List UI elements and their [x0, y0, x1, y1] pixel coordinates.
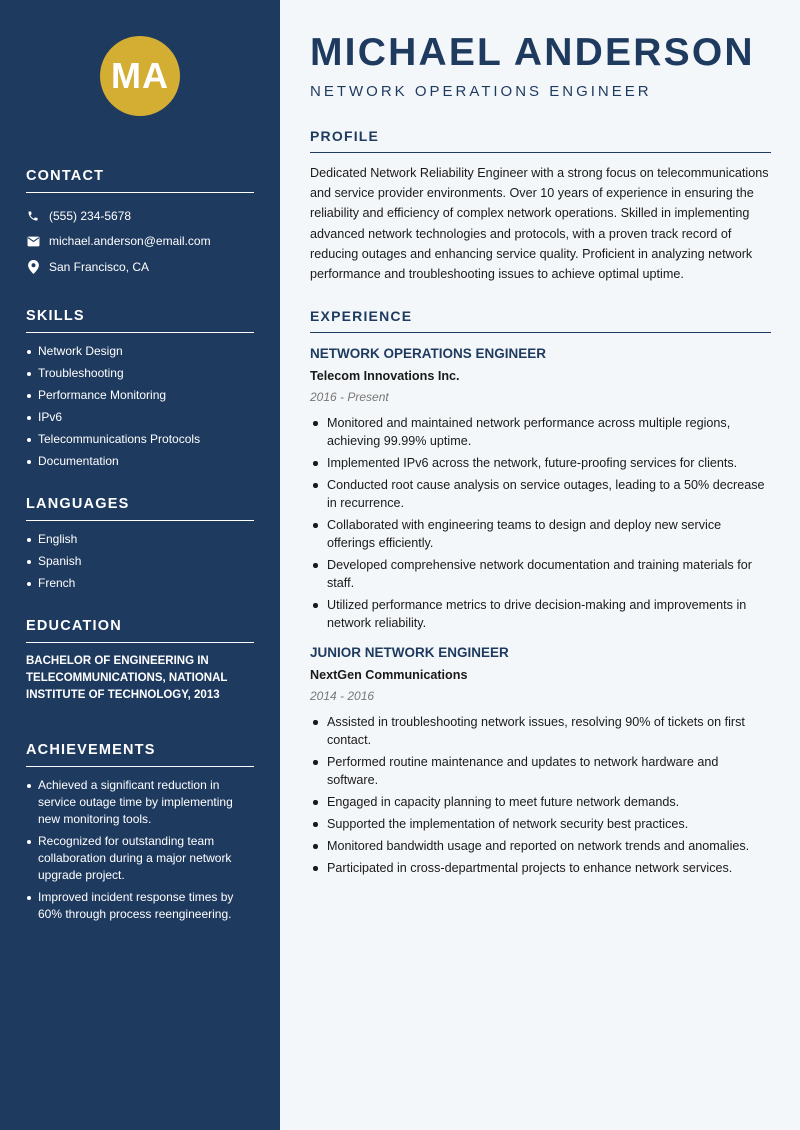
job-dates: 2016 - Present: [310, 390, 389, 405]
avatar: [100, 36, 180, 116]
education-text: BACHELOR OF ENGINEERING IN TELECOMMUNICATIONS, NATIONAL INSTITUTE OF TECHNOLOGY, 2013: [26, 654, 228, 701]
list-item: Achieved a significant reduction in service outage time by implementing new monitoring tools.: [26, 777, 254, 828]
company-name: Telecom Innovations Inc.: [310, 369, 460, 384]
achievements-heading: ACHIEVEMENTS: [26, 742, 254, 767]
list-item: Performed routine maintenance and updates to network hardware and software.: [310, 753, 771, 789]
list-item: Documentation: [26, 453, 254, 470]
languages-heading: LANGUAGES: [26, 496, 254, 521]
job-entry: [310, 644, 771, 877]
education-heading: EDUCATION: [26, 618, 254, 643]
duties-list: [310, 414, 771, 632]
education-section: [26, 618, 254, 704]
contact-location: [26, 254, 254, 280]
location-text: San Francisco, CA: [49, 259, 150, 274]
email-text: michael.anderson@email.com: [49, 234, 211, 249]
list-item: Improved incident response times by 60% through process reengineering.: [26, 889, 254, 923]
profile-heading: PROFILE: [310, 128, 771, 153]
candidate-name: MICHAEL ANDERSON: [310, 31, 755, 74]
list-item: Utilized performance metrics to drive decision-making and improvements in network reliability.: [310, 596, 771, 632]
job-dates: 2014 - 2016: [310, 689, 375, 704]
profile-section: [310, 128, 771, 284]
experience-heading: EXPERIENCE: [310, 308, 771, 333]
skills-heading: SKILLS: [26, 308, 254, 333]
duties-list: [310, 713, 771, 877]
list-item: Developed comprehensive network documentation and training materials for staff.: [310, 556, 771, 592]
list-item: Participated in cross-departmental projects to enhance network services.: [310, 859, 771, 877]
contact-phone: [26, 203, 254, 229]
sidebar: [0, 0, 280, 1130]
list-item: Conducted root cause analysis on service outages, leading to a 50% decrease in recurrence.: [310, 476, 771, 512]
list-item: Monitored and maintained network performance across multiple regions, achieving 99.99% uptime.: [310, 414, 771, 450]
list-item: Telecommunications Protocols: [26, 431, 254, 448]
envelope-icon: [26, 234, 40, 248]
languages-section: [26, 496, 254, 592]
skills-section: [26, 308, 254, 470]
list-item: Assisted in troubleshooting network issues, resolving 90% of tickets on first contact.: [310, 713, 771, 749]
list-item: Collaborated with engineering teams to design and deploy new service offerings efficiently.: [310, 516, 771, 552]
list-item: Network Design: [26, 343, 254, 360]
phone-text: (555) 234-5678: [49, 208, 132, 223]
main-content: [280, 0, 800, 1130]
list-item: Engaged in capacity planning to meet future network demands.: [310, 793, 771, 811]
list-item: French: [26, 575, 254, 592]
job-entry: [310, 345, 771, 632]
contact-list: [26, 203, 254, 280]
job-role: JUNIOR NETWORK ENGINEER: [310, 645, 509, 661]
candidate-title: NETWORK OPERATIONS ENGINEER: [310, 83, 652, 100]
job-role: NETWORK OPERATIONS ENGINEER: [310, 346, 547, 362]
company-name: NextGen Communications: [310, 668, 468, 683]
contact-section: [26, 168, 254, 280]
list-item: Performance Monitoring: [26, 387, 254, 404]
profile-text: Dedicated Network Reliability Engineer with a strong focus on telecommunications and service provider environments. Over 10 years of experience in ensuring the reliability and efficiency of complex network operations. Skilled in implementing advanced network technologies and protocols, with a proven track record of reducing outages and enhancing service quality. Proficient in analyzing network performance and troubleshooting issues to achieve optimal uptime.: [310, 166, 769, 282]
experience-section: [310, 308, 771, 877]
contact-email: [26, 229, 254, 255]
list-item: Troubleshooting: [26, 365, 254, 382]
list-item: English: [26, 531, 254, 548]
list-item: Monitored bandwidth usage and reported on network trends and anomalies.: [310, 837, 771, 855]
phone-icon: [26, 209, 40, 223]
contact-heading: CONTACT: [26, 168, 254, 193]
map-pin-icon: [26, 260, 40, 274]
list-item: Implemented IPv6 across the network, future-proofing services for clients.: [310, 454, 771, 472]
skills-list: [26, 343, 254, 470]
list-item: IPv6: [26, 409, 254, 426]
list-item: Spanish: [26, 553, 254, 570]
list-item: Supported the implementation of network security best practices.: [310, 815, 771, 833]
achievements-section: [26, 742, 254, 923]
achievements-list: [26, 777, 254, 923]
avatar-initials: MA: [111, 55, 169, 96]
languages-list: [26, 531, 254, 592]
list-item: Recognized for outstanding team collaboration during a major network upgrade project.: [26, 833, 254, 884]
